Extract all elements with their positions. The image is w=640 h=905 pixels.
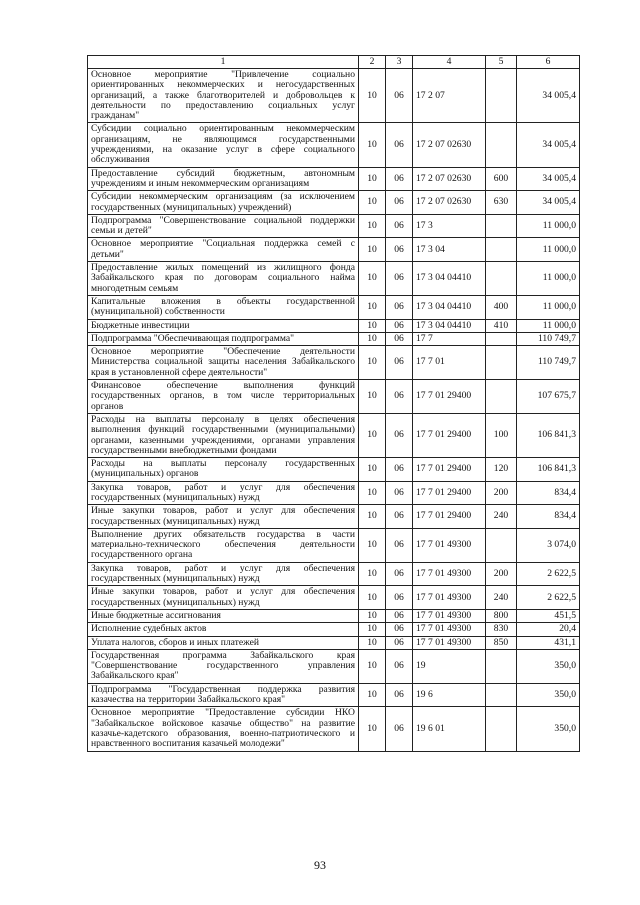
row-expense-type-cell: 200	[486, 481, 517, 505]
row-target-article-cell: 17 7 01 29400	[413, 380, 486, 414]
row-name-cell: Государственная программа Забайкальского края "Совершенствование государственного управления Забайкальского края"	[88, 649, 359, 683]
row-amount-cell: 34 005,4	[517, 167, 580, 191]
row-section-cell: 10	[359, 214, 386, 238]
row-target-article-cell: 17 2 07 02630	[413, 167, 486, 191]
row-name-cell: Основное мероприятие "Привлечение социально ориентированных некоммерческих и негосударственных организаций, а также благотворителей и добровольцев к деятельности по предоставлению социальных услуг гражданам"	[88, 69, 359, 123]
table-row	[88, 413, 580, 457]
row-target-article-cell: 17 3 04 04410	[413, 295, 486, 319]
table-row	[88, 167, 580, 191]
row-name-cell: Предоставление жилых помещений из жилищного фонда Забайкальского края по договорам социального найма многодетным семьям	[88, 262, 359, 296]
row-section-cell: 10	[359, 295, 386, 319]
row-section-cell: 10	[359, 262, 386, 296]
row-amount-cell: 11 000,0	[517, 238, 580, 262]
row-name-cell: Финансовое обеспечение выполнения функций государственных органов, в том числе территориальных органов	[88, 380, 359, 414]
row-subsection-cell: 06	[386, 295, 413, 319]
row-expense-type-cell	[486, 380, 517, 414]
header-col-1: 1	[88, 56, 359, 69]
row-section-cell: 10	[359, 238, 386, 262]
row-amount-cell: 3 074,0	[517, 528, 580, 562]
row-name-cell: Иные бюджетные ассигнования	[88, 609, 359, 622]
row-name-cell: Исполнение судебных актов	[88, 623, 359, 636]
table-row	[88, 346, 580, 380]
row-subsection-cell: 06	[386, 505, 413, 529]
row-expense-type-cell: 850	[486, 636, 517, 649]
row-expense-type-cell: 100	[486, 413, 517, 457]
page-number: 93	[314, 858, 326, 872]
row-amount-cell: 106 841,3	[517, 458, 580, 482]
table-row	[88, 380, 580, 414]
table-row	[88, 586, 580, 610]
row-name-cell: Подпрограмма "Государственная поддержка развития казачества на территории Забайкальского края"	[88, 683, 359, 707]
row-subsection-cell: 06	[386, 649, 413, 683]
row-section-cell: 10	[359, 167, 386, 191]
row-expense-type-cell	[486, 332, 517, 345]
row-subsection-cell: 06	[386, 69, 413, 123]
row-expense-type-cell: 240	[486, 505, 517, 529]
row-expense-type-cell	[486, 238, 517, 262]
row-subsection-cell: 06	[386, 380, 413, 414]
row-amount-cell: 34 005,4	[517, 191, 580, 215]
row-name-cell: Подпрограмма "Обеспечивающая подпрограмма"	[88, 332, 359, 345]
row-section-cell: 10	[359, 505, 386, 529]
row-expense-type-cell: 630	[486, 191, 517, 215]
row-name-cell: Субсидии социально ориентированным некоммерческим организациям, не являющимся государственными учреждениями, на оказание услуг в сфере социального обслуживания	[88, 123, 359, 167]
table-row	[88, 238, 580, 262]
row-expense-type-cell: 240	[486, 586, 517, 610]
budget-table-sheet	[87, 55, 579, 752]
row-expense-type-cell: 830	[486, 623, 517, 636]
row-expense-type-cell: 410	[486, 319, 517, 332]
row-expense-type-cell	[486, 649, 517, 683]
row-expense-type-cell: 600	[486, 167, 517, 191]
row-section-cell: 10	[359, 332, 386, 345]
row-target-article-cell: 17 7	[413, 332, 486, 345]
table-row	[88, 262, 580, 296]
row-target-article-cell: 17 7 01	[413, 346, 486, 380]
table-header-row	[88, 56, 580, 69]
row-amount-cell: 34 005,4	[517, 123, 580, 167]
row-amount-cell: 34 005,4	[517, 69, 580, 123]
row-target-article-cell: 17 7 01 29400	[413, 413, 486, 457]
row-target-article-cell: 17 3 04 04410	[413, 319, 486, 332]
row-name-cell: Закупка товаров, работ и услуг для обеспечения государственных (муниципальных) нужд	[88, 481, 359, 505]
row-subsection-cell: 06	[386, 214, 413, 238]
header-col-6: 6	[517, 56, 580, 69]
table-row	[88, 332, 580, 345]
row-subsection-cell: 06	[386, 238, 413, 262]
row-amount-cell: 11 000,0	[517, 262, 580, 296]
row-amount-cell: 110 749,7	[517, 346, 580, 380]
row-section-cell: 10	[359, 481, 386, 505]
row-subsection-cell: 06	[386, 319, 413, 332]
header-col-5: 5	[486, 56, 517, 69]
row-name-cell: Расходы на выплаты персоналу государственных (муниципальных) органов	[88, 458, 359, 482]
row-amount-cell: 431,1	[517, 636, 580, 649]
row-name-cell: Основное мероприятие "Предоставление субсидии НКО "Забайкальское войсковое казачье общество" на развитие казачье-кадетского образования, военно-патриотического и нравственного воспитания казачьей молодежи"	[88, 707, 359, 751]
row-subsection-cell: 06	[386, 683, 413, 707]
table-row	[88, 123, 580, 167]
row-target-article-cell: 17 7 01 49300	[413, 528, 486, 562]
row-amount-cell: 20,4	[517, 623, 580, 636]
table-row	[88, 319, 580, 332]
row-section-cell: 10	[359, 346, 386, 380]
row-amount-cell: 350,0	[517, 683, 580, 707]
row-section-cell: 10	[359, 123, 386, 167]
row-target-article-cell: 17 7 01 29400	[413, 458, 486, 482]
row-name-cell: Субсидии некоммерческим организациям (за исключением государственных (муниципальных) учреждений)	[88, 191, 359, 215]
row-section-cell: 10	[359, 636, 386, 649]
row-amount-cell: 110 749,7	[517, 332, 580, 345]
row-subsection-cell: 06	[386, 413, 413, 457]
row-expense-type-cell: 800	[486, 609, 517, 622]
row-amount-cell: 2 622,5	[517, 586, 580, 610]
row-name-cell: Подпрограмма "Совершенствование социальной поддержки семьи и детей"	[88, 214, 359, 238]
row-section-cell: 10	[359, 413, 386, 457]
row-section-cell: 10	[359, 319, 386, 332]
row-target-article-cell: 17 2 07	[413, 69, 486, 123]
row-section-cell: 10	[359, 609, 386, 622]
row-subsection-cell: 06	[386, 123, 413, 167]
row-target-article-cell: 17 7 01 29400	[413, 505, 486, 529]
header-col-4: 4	[413, 56, 486, 69]
row-amount-cell: 11 000,0	[517, 214, 580, 238]
table-row	[88, 707, 580, 751]
row-section-cell: 10	[359, 528, 386, 562]
row-subsection-cell: 06	[386, 707, 413, 751]
row-section-cell: 10	[359, 707, 386, 751]
row-name-cell: Выполнение других обязательств государства в части материально-технического обеспечения деятельности государственного органа	[88, 528, 359, 562]
row-name-cell: Бюджетные инвестиции	[88, 319, 359, 332]
row-subsection-cell: 06	[386, 191, 413, 215]
row-name-cell: Уплата налогов, сборов и иных платежей	[88, 636, 359, 649]
table-row	[88, 481, 580, 505]
row-expense-type-cell	[486, 214, 517, 238]
table-row	[88, 69, 580, 123]
row-target-article-cell: 17 3	[413, 214, 486, 238]
row-section-cell: 10	[359, 683, 386, 707]
table-row	[88, 191, 580, 215]
table-row	[88, 609, 580, 622]
row-section-cell: 10	[359, 380, 386, 414]
row-subsection-cell: 06	[386, 562, 413, 586]
row-subsection-cell: 06	[386, 167, 413, 191]
row-section-cell: 10	[359, 69, 386, 123]
table-row	[88, 528, 580, 562]
row-name-cell: Иные закупки товаров, работ и услуг для обеспечения государственных (муниципальных) нужд	[88, 505, 359, 529]
row-target-article-cell: 17 7 01 49300	[413, 609, 486, 622]
row-name-cell: Иные закупки товаров, работ и услуг для обеспечения государственных (муниципальных) нужд	[88, 586, 359, 610]
row-amount-cell: 2 622,5	[517, 562, 580, 586]
row-target-article-cell: 17 3 04 04410	[413, 262, 486, 296]
row-amount-cell: 350,0	[517, 649, 580, 683]
row-target-article-cell: 17 7 01 29400	[413, 481, 486, 505]
table-row	[88, 505, 580, 529]
row-target-article-cell: 17 3 04	[413, 238, 486, 262]
header-col-3: 3	[386, 56, 413, 69]
row-expense-type-cell	[486, 683, 517, 707]
row-target-article-cell: 17 7 01 49300	[413, 586, 486, 610]
row-section-cell: 10	[359, 458, 386, 482]
table-body	[88, 69, 580, 752]
row-target-article-cell: 19 6 01	[413, 707, 486, 751]
row-expense-type-cell	[486, 262, 517, 296]
row-amount-cell: 350,0	[517, 707, 580, 751]
row-subsection-cell: 06	[386, 528, 413, 562]
row-name-cell: Предоставление субсидий бюджетным, автономным учреждениям и иным некоммерческим организациям	[88, 167, 359, 191]
row-expense-type-cell	[486, 123, 517, 167]
row-expense-type-cell	[486, 69, 517, 123]
row-amount-cell: 107 675,7	[517, 380, 580, 414]
row-expense-type-cell: 200	[486, 562, 517, 586]
row-target-article-cell: 17 7 01 49300	[413, 636, 486, 649]
table-row	[88, 214, 580, 238]
row-name-cell: Основное мероприятие "Обеспечение деятельности Министерства социальной защиты населения Забайкальского края в установленной сфере деятельности"	[88, 346, 359, 380]
row-amount-cell: 11 000,0	[517, 295, 580, 319]
header-col-2: 2	[359, 56, 386, 69]
row-expense-type-cell: 400	[486, 295, 517, 319]
row-amount-cell: 834,4	[517, 481, 580, 505]
row-expense-type-cell: 120	[486, 458, 517, 482]
row-target-article-cell: 19	[413, 649, 486, 683]
row-expense-type-cell	[486, 528, 517, 562]
row-amount-cell: 834,4	[517, 505, 580, 529]
budget-table	[87, 55, 580, 752]
row-name-cell: Капитальные вложения в объекты государственной (муниципальной) собственности	[88, 295, 359, 319]
row-amount-cell: 451,5	[517, 609, 580, 622]
row-section-cell: 10	[359, 191, 386, 215]
row-section-cell: 10	[359, 623, 386, 636]
row-subsection-cell: 06	[386, 636, 413, 649]
row-subsection-cell: 06	[386, 346, 413, 380]
row-target-article-cell: 17 7 01 49300	[413, 562, 486, 586]
table-row	[88, 562, 580, 586]
row-name-cell: Расходы на выплаты персоналу в целях обеспечения выполнения функций государственными (муниципальными) органами, казенными учреждениями, органами управления государственными внебюджетными фондами	[88, 413, 359, 457]
row-section-cell: 10	[359, 586, 386, 610]
row-subsection-cell: 06	[386, 332, 413, 345]
table-row	[88, 458, 580, 482]
table-row	[88, 636, 580, 649]
table-row	[88, 683, 580, 707]
row-section-cell: 10	[359, 649, 386, 683]
row-expense-type-cell	[486, 707, 517, 751]
row-target-article-cell: 19 6	[413, 683, 486, 707]
table-row	[88, 623, 580, 636]
row-name-cell: Основное мероприятие "Социальная поддержка семей с детьми"	[88, 238, 359, 262]
row-target-article-cell: 17 2 07 02630	[413, 123, 486, 167]
row-target-article-cell: 17 2 07 02630	[413, 191, 486, 215]
row-amount-cell: 11 000,0	[517, 319, 580, 332]
table-row	[88, 649, 580, 683]
table-row	[88, 295, 580, 319]
row-subsection-cell: 06	[386, 481, 413, 505]
row-name-cell: Закупка товаров, работ и услуг для обеспечения государственных (муниципальных) нужд	[88, 562, 359, 586]
row-subsection-cell: 06	[386, 458, 413, 482]
row-section-cell: 10	[359, 562, 386, 586]
row-subsection-cell: 06	[386, 623, 413, 636]
row-subsection-cell: 06	[386, 262, 413, 296]
row-expense-type-cell	[486, 346, 517, 380]
row-amount-cell: 106 841,3	[517, 413, 580, 457]
row-subsection-cell: 06	[386, 586, 413, 610]
row-target-article-cell: 17 7 01 49300	[413, 623, 486, 636]
row-subsection-cell: 06	[386, 609, 413, 622]
